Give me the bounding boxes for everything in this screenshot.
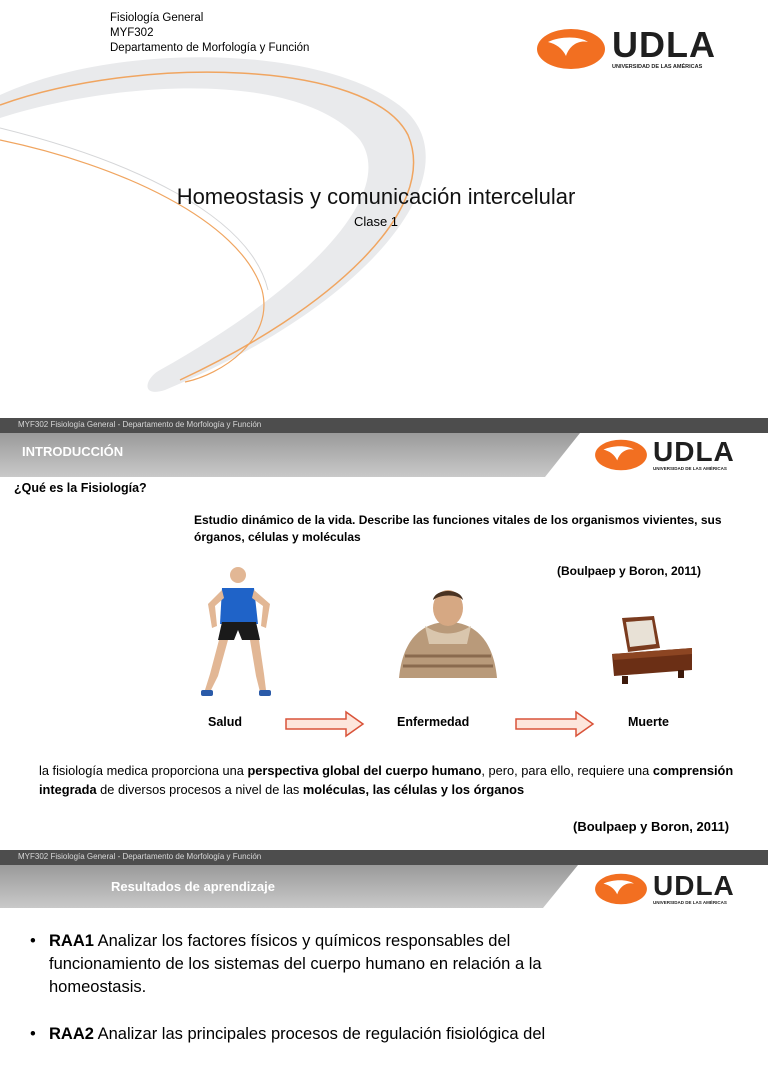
department-name: Departamento de Morfología y Función bbox=[110, 42, 310, 54]
citation: (Boulpaep y Boron, 2011) bbox=[557, 564, 702, 578]
udla-logo bbox=[536, 24, 716, 71]
list-item bbox=[30, 1023, 590, 1046]
header-course-text: MYF302 Fisiología General - Departamento de Morfología y Función bbox=[18, 420, 262, 429]
udla-logo bbox=[594, 438, 735, 472]
title-slide bbox=[0, 0, 768, 418]
header-course-text: MYF302 Fisiología General - Departamento de Morfología y Función bbox=[18, 852, 262, 861]
physiology-definition: Estudio dinámico de la vida. Describe las funciones vitales de los organismos vivientes, sus órganos, células y moléculas bbox=[194, 513, 722, 544]
citation: (Boulpaep y Boron, 2011) bbox=[573, 819, 730, 834]
logo-brand-text: UDLA bbox=[653, 870, 735, 901]
introduction-slide bbox=[0, 418, 768, 850]
slide-header-strip bbox=[0, 418, 768, 433]
course-name: Fisiología General bbox=[110, 12, 204, 24]
udla-swirl-icon bbox=[594, 873, 648, 905]
logo-brand-text: UDLA bbox=[612, 24, 716, 65]
udla-logo bbox=[594, 872, 735, 906]
learning-outcomes-slide bbox=[0, 850, 768, 1043]
arrow-right-icon bbox=[514, 710, 596, 738]
logo-subtitle: UNIVERSIDAD DE LAS AMÉRICAS bbox=[653, 900, 727, 905]
udla-swirl-icon bbox=[536, 28, 606, 70]
udla-swirl-icon bbox=[594, 439, 648, 471]
flow-label-enfermedad: Enfermedad bbox=[397, 715, 470, 729]
bullet-icon: • bbox=[30, 1025, 36, 1043]
logo-subtitle: UNIVERSIDAD DE LAS AMÉRICAS bbox=[653, 466, 727, 471]
slide-title: Homeostasis y comunicación intercelular bbox=[176, 184, 576, 209]
arrow-right-icon bbox=[284, 710, 366, 738]
flow-label-salud: Salud bbox=[208, 715, 243, 729]
outcome-text: Analizar los factores físicos y químicos responsables del funcionamiento de los sistemas del cuerpo humano en relación a la homeostasis. bbox=[49, 932, 542, 996]
physiology-paragraph: la fisiología medica proporciona una perspectiva global del cuerpo humano, pero, para ello, requiere una comprensión integrada de diversos procesos a nivel de las moléculas, las células y los órganos bbox=[39, 763, 734, 797]
learning-outcomes-list bbox=[30, 930, 590, 1070]
course-code: MYF302 bbox=[110, 27, 154, 39]
question-heading: ¿Qué es la Fisiología? bbox=[14, 481, 147, 495]
outcome-code: RAA1 bbox=[49, 932, 94, 950]
sick-man-image bbox=[395, 586, 501, 678]
section-title: INTRODUCCIÓN bbox=[22, 444, 124, 459]
list-item bbox=[30, 930, 590, 999]
logo-subtitle: UNIVERSIDAD DE LAS AMÉRICAS bbox=[612, 64, 703, 70]
logo-brand-text: UDLA bbox=[653, 436, 735, 467]
flow-label-muerte: Muerte bbox=[628, 715, 669, 729]
coffin-image bbox=[608, 614, 696, 690]
outcome-code: RAA2 bbox=[49, 1025, 94, 1043]
bullet-icon: • bbox=[30, 932, 36, 950]
outcome-text: Analizar las principales procesos de regulación fisiológica del bbox=[93, 1025, 546, 1043]
section-title: Resultados de aprendizaje bbox=[111, 879, 275, 894]
slide-header-strip bbox=[0, 850, 768, 865]
healthy-man-image bbox=[198, 566, 280, 706]
slide-subtitle: Clase 1 bbox=[353, 214, 399, 229]
